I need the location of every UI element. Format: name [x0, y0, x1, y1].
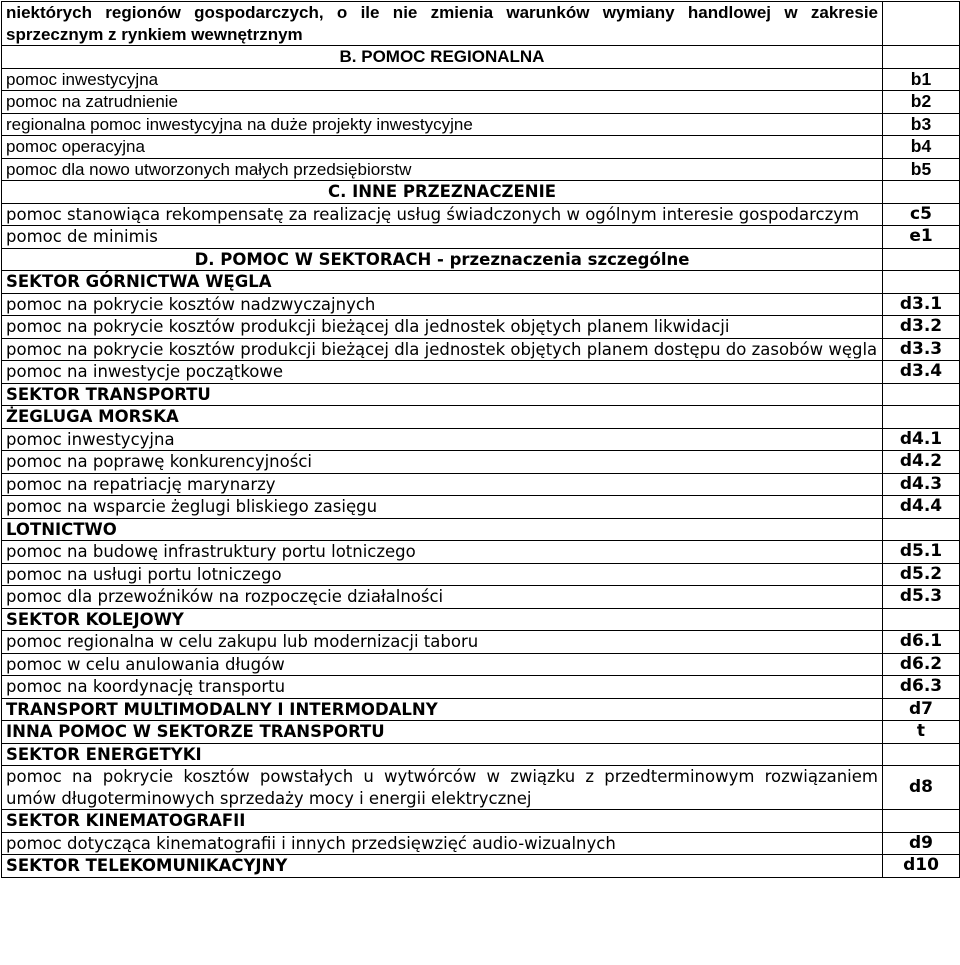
sector-cinema-title: SEKTOR KINEMATOGRAFII: [2, 810, 883, 833]
section-b-heading: B. POMOC REGIONALNA: [2, 46, 883, 69]
row-label: pomoc dotycząca kinematografii i innych przedsięwzięć audio-wizualnych: [2, 832, 883, 855]
row-code: d4.2: [883, 451, 960, 474]
sector-telecom-title: SEKTOR TELEKOMUNIKACYJNY: [2, 855, 883, 878]
table-row: [2, 226, 960, 249]
table-row: [2, 766, 960, 810]
sector-rail-title: SEKTOR KOLEJOWY: [2, 608, 883, 631]
row-code: d4.1: [883, 428, 960, 451]
row-label: pomoc inwestycyjna: [2, 428, 883, 451]
table-row: [2, 68, 960, 91]
row-code: d4.4: [883, 496, 960, 519]
table-row: [2, 361, 960, 384]
row-label: pomoc na pokrycie kosztów produkcji bieżącej dla jednostek objętych planem dostępu do zasobów węgla: [2, 338, 883, 361]
row-code: d5.1: [883, 541, 960, 564]
row-code: d10: [883, 855, 960, 878]
sector-header-row: [2, 855, 960, 878]
row-label: pomoc na poprawę konkurencyjności: [2, 451, 883, 474]
row-code: d5.2: [883, 563, 960, 586]
sector-other-transport-title: INNA POMOC W SEKTORZE TRANSPORTU: [2, 721, 883, 744]
section-c-header-row: [2, 181, 960, 204]
subsector-header-row: [2, 406, 960, 429]
table-row: [2, 158, 960, 181]
sector-transport-title: SEKTOR TRANSPORTU: [2, 383, 883, 406]
row-code: d3.2: [883, 316, 960, 339]
sector-header-row: [2, 743, 960, 766]
row-label: pomoc na usługi portu lotniczego: [2, 563, 883, 586]
section-c-heading: C. INNE PRZEZNACZENIE: [2, 181, 883, 204]
row-code: b2: [883, 91, 960, 114]
row-label: pomoc na pokrycie kosztów powstałych u wytwórców w związku z przedterminowym rozwiązaniem umów długoterminowych sprzedaży mocy i energii elektrycznej: [2, 766, 883, 810]
row-label: pomoc de minimis: [2, 226, 883, 249]
sector-energy-title: SEKTOR ENERGETYKI: [2, 743, 883, 766]
row-code: d8: [883, 766, 960, 810]
row-code: d6.1: [883, 631, 960, 654]
table-row: [2, 293, 960, 316]
row-code: d3.4: [883, 361, 960, 384]
table-row: [2, 428, 960, 451]
section-b-header-row: [2, 46, 960, 69]
row-label: pomoc inwestycyjna: [2, 68, 883, 91]
row-label: pomoc na pokrycie kosztów nadzwyczajnych: [2, 293, 883, 316]
row-code: b1: [883, 68, 960, 91]
subsector-header-row: [2, 518, 960, 541]
table-row: [2, 473, 960, 496]
table-row: [2, 451, 960, 474]
table-row: [2, 91, 960, 114]
row-label: pomoc na zatrudnienie: [2, 91, 883, 114]
row-label: pomoc na pokrycie kosztów produkcji bieżącej dla jednostek objętych planem likwidacji: [2, 316, 883, 339]
row-code: e1: [883, 226, 960, 249]
row-label: pomoc stanowiąca rekompensatę za realizację usług świadczonych w ogólnym interesie gospodarczym: [2, 203, 883, 226]
sector-header-row: [2, 721, 960, 744]
row-code: b3: [883, 113, 960, 136]
row-code: d6.3: [883, 676, 960, 699]
row-label: pomoc na repatriację marynarzy: [2, 473, 883, 496]
top-continuation-code: [883, 2, 960, 46]
table-row: [2, 136, 960, 159]
aid-classification-table: [1, 1, 960, 878]
table-row: [2, 2, 960, 46]
sector-coal-title: SEKTOR GÓRNICTWA WĘGLA: [2, 271, 883, 294]
row-code: t: [883, 721, 960, 744]
sector-header-row: [2, 383, 960, 406]
table-row: [2, 496, 960, 519]
row-label: pomoc na inwestycje początkowe: [2, 361, 883, 384]
row-label: pomoc na wsparcie żeglugi bliskiego zasięgu: [2, 496, 883, 519]
row-label: pomoc na budowę infrastruktury portu lotniczego: [2, 541, 883, 564]
table-row: [2, 316, 960, 339]
row-label: pomoc w celu anulowania długów: [2, 653, 883, 676]
row-code: d3.3: [883, 338, 960, 361]
row-code: d6.2: [883, 653, 960, 676]
row-code: d9: [883, 832, 960, 855]
row-code: c5: [883, 203, 960, 226]
subsector-shipping-title: ŻEGLUGA MORSKA: [2, 406, 883, 429]
row-label: pomoc operacyjna: [2, 136, 883, 159]
row-label: pomoc regionalna w celu zakupu lub modernizacji taboru: [2, 631, 883, 654]
section-d-heading: D. POMOC W SEKTORACH - przeznaczenia szczególne: [2, 248, 883, 271]
sector-header-row: [2, 698, 960, 721]
row-code: b4: [883, 136, 960, 159]
table-row: [2, 203, 960, 226]
table-row: [2, 541, 960, 564]
table-row: [2, 653, 960, 676]
sector-multimodal-title: TRANSPORT MULTIMODALNY I INTERMODALNY: [2, 698, 883, 721]
row-label: pomoc na koordynację transportu: [2, 676, 883, 699]
sector-header-row: [2, 810, 960, 833]
table-row: [2, 563, 960, 586]
row-label: pomoc dla nowo utworzonych małych przedsiębiorstw: [2, 158, 883, 181]
table-row: [2, 832, 960, 855]
section-d-header-row: [2, 248, 960, 271]
sector-header-row: [2, 271, 960, 294]
subsector-aviation-title: LOTNICTWO: [2, 518, 883, 541]
table-row: [2, 631, 960, 654]
row-code: d7: [883, 698, 960, 721]
sector-header-row: [2, 608, 960, 631]
table-row: [2, 338, 960, 361]
row-code: d5.3: [883, 586, 960, 609]
row-code: d4.3: [883, 473, 960, 496]
row-code: b5: [883, 158, 960, 181]
table-row: [2, 586, 960, 609]
table-row: [2, 113, 960, 136]
table-row: [2, 676, 960, 699]
row-label: pomoc dla przewoźników na rozpoczęcie działalności: [2, 586, 883, 609]
top-continuation-text: niektórych regionów gospodarczych, o ile nie zmienia warunków wymiany handlowej w zakresie sprzecznym z rynkiem wewnętrznym: [2, 2, 883, 46]
row-code: d3.1: [883, 293, 960, 316]
row-label: regionalna pomoc inwestycyjna na duże projekty inwestycyjne: [2, 113, 883, 136]
